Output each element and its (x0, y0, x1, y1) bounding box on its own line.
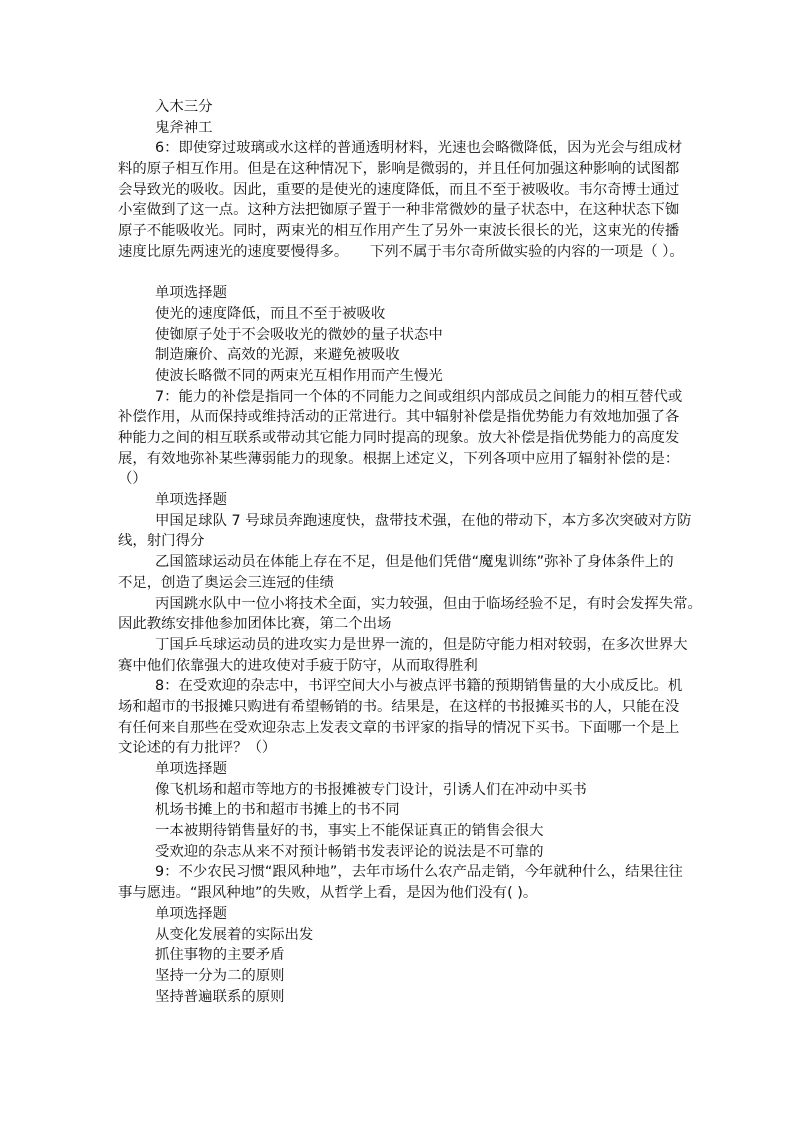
option-line: 丁国乒乓球运动员的进攻实力是世界一流的，但是防守能力相对较弱，在多次世界大 (155, 636, 688, 653)
question-text-line: 会导致光的吸收。因此，重要的是使光的速度降低，而且不至于被吸收。韦尔奇博士通过 (118, 181, 680, 198)
question-type-label: 单项选择题 (155, 761, 227, 777)
question-text-line: 8：在受欢迎的杂志中，书评空间大小与被点评书籍的预期销售量的大小成反比。机 (155, 678, 683, 695)
question-type-label: 单项选择题 (155, 285, 227, 302)
question-text-line: 原子不能吸收光。同时，两束光的相互作用产生了另外一束波长很长的光，这束光的传播 (118, 223, 680, 240)
question-text-line: 补偿作用，从而保持或维持活动的正常进行。其中辐射补偿是指优势能力有效地加强了各 (118, 409, 680, 426)
option-line: 线，射门得分 (118, 533, 205, 550)
option-line: 从变化发展着的实际出发 (155, 926, 314, 943)
option-line: 坚持普遍联系的原则 (155, 988, 285, 1005)
intro-line: 鬼斧神工 (155, 119, 213, 136)
question-type-label: 单项选择题 (155, 905, 227, 922)
option-line: 乙国篮球运动员在体能上存在不足，但是他们凭借“魔鬼训练”弥补了身体条件上的 (155, 554, 674, 571)
question-text-line: 展，有效地弥补某些薄弱能力的现象。根据上述定义，下列各项中应用了辐射补偿的是： (118, 450, 680, 467)
option-line: 坚持一分为二的原则 (155, 967, 285, 984)
option-line: 受欢迎的杂志从来不对预计畅销书发表评论的说法是不可靠的 (155, 843, 544, 860)
question-text-line: 有任何来自那些在受欢迎杂志上发表文章的书评家的指导的情况下买书。下面哪一个是上 (118, 719, 680, 736)
question-text-line: （） (118, 471, 147, 488)
option-line: 因此教练安排他参加团体比赛，第二个出场 (118, 616, 392, 633)
option-line: 机场书摊上的书和超市书摊上的书不同 (155, 802, 400, 819)
option-line: 使铷原子处于不会吸收光的微妙的量子状态中 (155, 326, 443, 343)
option-line: 丙国跳水队中一位小将技术全面，实力较强，但由于临场经验不足，有时会发挥失常。 (155, 595, 702, 612)
document-body (118, 97, 702, 1007)
blank-line (118, 263, 698, 284)
question-text-line: 种能力之间的相互联系或带动其它能力同时提高的现象。放大补偿是指优势能力的高度发 (118, 430, 680, 446)
option-line: 像飞机场和超市等地方的书报摊被专门设计，引诱人们在冲动中买书 (155, 781, 587, 798)
question-text-line: 料的原子相互作用。但是在这种情况下，影响是微弱的，并且任何加强这种影响的试图都 (118, 161, 680, 178)
option-line: 制造廉价、高效的光源，来避免被吸收 (155, 347, 400, 364)
question-text-line: 9：不少农民习惯“跟风种地”，去年市场什么农产品走销，今年就种什么，结果往往 (155, 864, 683, 881)
question-text-line: 7：能力的补偿是指同一个体的不同能力之间或组织内部成员之间能力的相互替代或 (155, 388, 683, 405)
question-type-label: 单项选择题 (155, 492, 227, 509)
option-line: 赛中他们依靠强大的进攻使对手疲于防守，从而取得胜利 (118, 657, 478, 674)
option-line: 甲国足球队 7 号球员奔跑速度快，盘带技术强，在他的带动下，本方多次突破对方防 (155, 512, 692, 529)
option-line: 使波长略微不同的两束光互相作用而产生慢光 (155, 367, 443, 384)
option-line: 一本被期待销售量好的书，事实上不能保证真正的销售会很大 (155, 823, 544, 840)
question-text-line: 场和超市的书报摊只购进有希望畅销的书。结果是，在这样的书报摊买书的人，只能在没 (118, 698, 680, 715)
intro-line: 入木三分 (155, 99, 213, 115)
option-line: 抓住事物的主要矛盾 (155, 947, 285, 964)
question-text-line: 事与愿违。“跟风种地”的失败，从哲学上看，是因为他们没有( )。 (118, 885, 538, 902)
question-text-line: 速度比原先两速光的速度要慢得多。 下列不属于韦尔奇所做实验的内容的一项是（ ）。 (118, 243, 684, 260)
question-text-line: 文论述的有力批评？（） (118, 740, 277, 757)
option-line: 不足，创造了奥运会三连冠的佳绩 (118, 574, 334, 591)
option-line: 使光的速度降低，而且不至于被吸收 (155, 305, 386, 322)
question-text-line: 小室做到了这一点。这种方法把铷原子置于一种非常微妙的量子状态中，在这种状态下铷 (118, 202, 680, 219)
question-text-line: 6：即使穿过玻璃或水这样的普通透明材料，光速也会略微降低，因为光会与组成材 (155, 140, 683, 157)
